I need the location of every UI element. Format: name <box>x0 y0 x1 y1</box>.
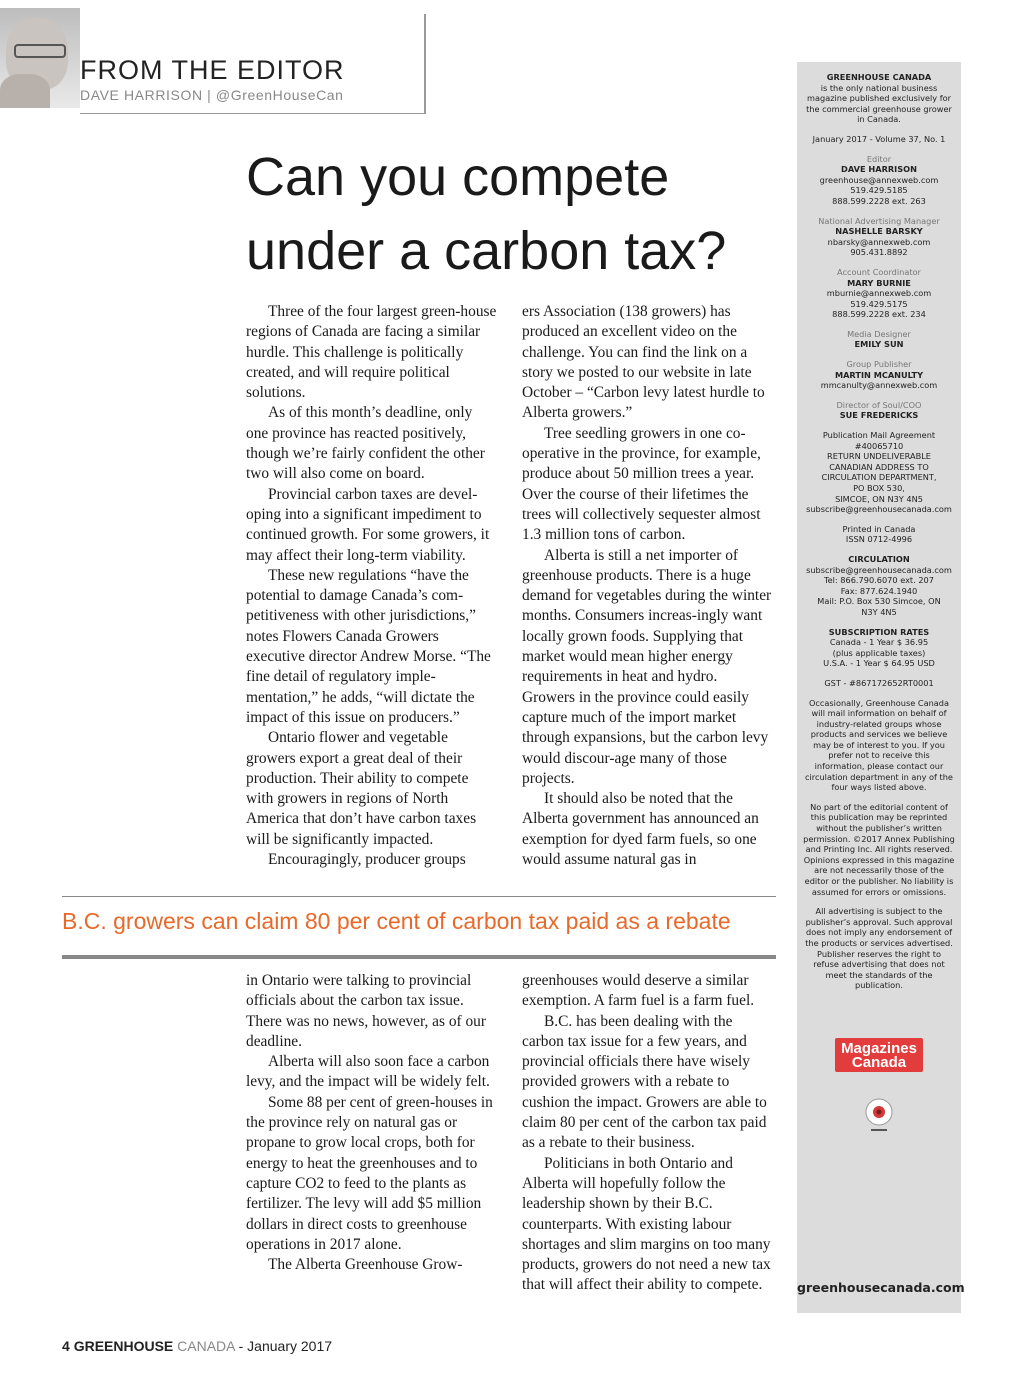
paragraph: Some 88 per cent of green-houses in the province rely on natural gas or propane to grow local crops, both for energy to heat the greenhouses and to capture CO2 to feed to the plants as fertilizer. The levy will add $5 million dollars in direct costs to greenhouse operations in 2017 alone. <box>246 1093 493 1253</box>
staff-role: Editor <box>866 153 892 164</box>
staff-entry <box>803 154 955 207</box>
masthead-mail-agreement: Publication Mail Agreement #40065710 RETURN UNDELIVERABLE CANADIAN ADDRESS TO CIRCULATION DEPARTMENT, PO BOX 530, SIMCOE, ON N3Y 4N5 subscribe@greenhousecanada.com <box>806 430 952 515</box>
header-divider-horizontal <box>80 113 426 114</box>
header-divider-vertical <box>424 14 426 114</box>
masthead-intro-title: GREENHOUSE CANADA <box>826 72 932 82</box>
staff-role: Group Publisher <box>846 359 912 370</box>
paragraph: Politicians in both Ontario and Alberta will hopefully follow the leadership shown by their B.C. counterparts. With existing labour shortages and slim margins on too many products, growers do not need a new tax that will affect their ability to compete. <box>522 1154 771 1294</box>
staff-role: National Advertising Manager <box>818 215 940 226</box>
masthead-intro <box>803 72 955 125</box>
article-column-1 <box>246 302 498 870</box>
page-number: 4 <box>62 1338 70 1354</box>
masthead-privacy: Occasionally, Greenhouse Canada will mail information on behalf of industry-related groups whose products and services we believe may be of interest to you. If you prefer not to receive this information, please contact our circulation department in any of the four ways listed above. <box>805 697 953 793</box>
title-line-1: Can you compete <box>246 147 670 207</box>
editor-byline: DAVE HARRISON | @GreenHouseCan <box>80 87 344 103</box>
paragraph: B.C. has been dealing with the carbon tax issue for a few years, and provincial officials there have wisely provided growers with a rebate to cushion the impact. Growers are able to claim 80 per cent of the carbon tax paid as a rebate to their business. <box>522 1012 767 1152</box>
pullquote-rule-bottom <box>62 955 776 959</box>
paragraph: Alberta is still a net importer of greenhouse products. There is a huge demand for vegetables during the winter months. Consumers increas-ingly want locally grown foods. Supplying that market would mean higher energy requirements in heat and hydro. Growers in the province could easily capture much of the import market through expansions, but the carbon levy would discour-age many of those projects. <box>522 546 772 787</box>
paragraph: in Ontario were talking to provincial officials about the carbon tax issue. There was no news, however, as of our deadline. <box>246 972 486 1050</box>
footer-issue: - January 2017 <box>238 1338 333 1354</box>
magazines-canada-logo: Magazines Canada <box>835 1038 923 1072</box>
paragraph: Three of the four largest green-house regions of Canada are facing a similar hurdle. This challenge is politically created, and will require political solutions. <box>246 303 497 402</box>
paragraph: These new regulations “have the potential to damage Canada’s com-petitiveness with other jurisdictions,” notes Flowers Canada Growers executive director Andrew Morse. “The fine detail of regulatory imple-mentation,” he adds, “will dictate the impact of this issue on producers.” <box>246 566 491 726</box>
paragraph: Ontario flower and vegetable growers export a great deal of their production. Their ability to compete with growers in regions of North America that don’t have carbon taxes will be significantly impacted. <box>246 729 477 848</box>
staff-name: SUE FREDERICKS <box>839 410 919 421</box>
masthead-intro-text: is the only national business magazine published exclusively for the commercial greenhouse grower in Canada. <box>806 82 952 125</box>
paragraph: Provincial carbon taxes are devel-oping into a significant impediment to continued growth. For some growers, it may affect their long-term viability. <box>246 485 490 564</box>
paragraph: The Alberta Greenhouse Grow- <box>268 1256 463 1274</box>
masthead-subscription <box>803 627 955 669</box>
article-column-3 <box>246 971 498 1275</box>
staff-name: DAVE HARRISON <box>841 164 917 175</box>
subscription-title: SUBSCRIPTION RATES <box>828 626 930 637</box>
article-title <box>246 140 786 288</box>
article-column-2 <box>522 302 774 870</box>
pullquote-rule-top <box>62 896 776 897</box>
subscription-text: Canada - 1 Year $ 36.95 (plus applicable taxes) U.S.A. - 1 Year $ 64.95 USD <box>823 637 935 669</box>
staff-contact: mmcanulty@annexweb.com <box>820 380 938 391</box>
paragraph: greenhouses would deserve a similar exemption. A farm fuel is a farm fuel. <box>522 972 755 1010</box>
masthead-staff-list <box>803 154 955 421</box>
staff-name: MARY BURNIE <box>847 277 911 288</box>
staff-contact: mburnie@annexweb.com 519.429.5175 888.599.2228 ext. 234 <box>826 288 932 320</box>
staff-contact: nbarsky@annexweb.com 905.431.8892 <box>827 236 931 258</box>
website-url: greenhousecanada.com <box>797 1280 965 1295</box>
staff-entry <box>803 400 955 421</box>
staff-entry <box>803 359 955 391</box>
title-line-2: under a carbon tax? <box>246 221 727 281</box>
editor-photo <box>0 8 80 108</box>
paragraph: Encouragingly, producer groups <box>268 851 466 869</box>
staff-name: MARTIN MCANULTY <box>834 369 924 380</box>
staff-entry <box>803 216 955 258</box>
flowers-canada-growers-logo <box>862 1096 896 1140</box>
footer-brand-bold: GREENHOUSE <box>73 1338 174 1354</box>
pullquote: B.C. growers can claim 80 per cent of carbon tax paid as a rebate <box>62 908 731 934</box>
footer-brand-light: CANADA <box>177 1338 235 1354</box>
staff-contact: greenhouse@annexweb.com 519.429.5185 888.599.2228 ext. 263 <box>819 174 939 206</box>
staff-role: Media Designer <box>847 328 911 339</box>
section-label: FROM THE EDITOR <box>80 55 345 85</box>
staff-entry <box>803 267 955 320</box>
paragraph: Alberta will also soon face a carbon levy, and the impact will be widely felt. <box>246 1053 490 1091</box>
masthead-advertising: All advertising is subject to the publisher’s approval. Such approval does not imply any endorsement of the products or services advertised. Publisher reserves the right to refuse advertising that does not meet the standards of the publication. <box>805 906 953 991</box>
staff-name: EMILY SUN <box>854 339 904 350</box>
staff-role: Account Coordinator <box>837 266 921 277</box>
page-footer <box>62 1338 332 1354</box>
paragraph: It should also be noted that the Alberta government has announced an exemption for dyed farm fuels, so one would assume natural gas in <box>522 790 759 869</box>
circulation-title: CIRCULATION <box>848 553 910 564</box>
article-column-4 <box>522 971 774 1296</box>
masthead-issue: January 2017 - Volume 37, No. 1 <box>812 133 946 144</box>
paragraph: ers Association (138 growers) has produced an excellent video on the challenge. You can find the link on a story we posted to our website in late October – “Carbon levy latest hurdle to Alberta growers.” <box>522 303 765 422</box>
circulation-text: subscribe@greenhousecanada.com Tel: 866.790.6070 ext. 207 Fax: 877.624.1940 Mail: P.O. Box 530 Simcoe, ON N3Y 4N5 <box>806 564 952 617</box>
staff-role: Director of Soul/COO <box>836 399 922 410</box>
masthead-printed: Printed in Canada ISSN 0712-4996 <box>842 523 916 545</box>
masthead-gst: GST - #867172652RT0001 <box>824 677 934 688</box>
paragraph: As of this month’s deadline, only one province has reacted positively, though we’re fairly confident the other two will also come on board. <box>246 404 485 483</box>
staff-name: NASHELLE BARSKY <box>835 226 923 237</box>
staff-entry <box>803 329 955 350</box>
paragraph: Tree seedling growers in one co-operative in the province, for example, produce about 50 million trees a year. Over the course of their lifetimes the trees will collectively sequester almost 1.3 million tons of carbon. <box>522 424 761 544</box>
masthead-circulation <box>803 554 955 618</box>
masthead-copyright: No part of the editorial content of this publication may be reprinted without the publisher’s written permission. ©2017 Annex Publishing and Printing Inc. All rights reserved. Opinions expressed in this magazine are not necessarily those of the editor or the publisher. No liability is assumed for errors or omissions. <box>803 801 955 897</box>
